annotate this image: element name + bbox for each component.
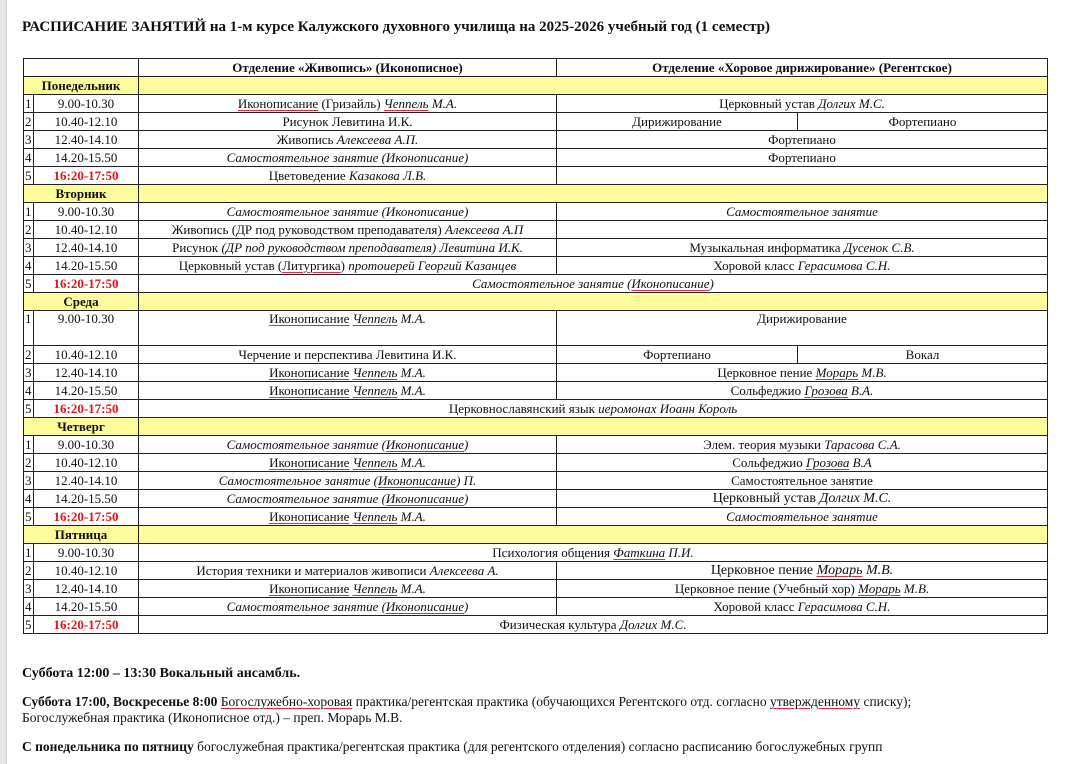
lesson-time: 12.40-14.10 bbox=[34, 131, 139, 149]
teacher-initials: М.А. bbox=[397, 454, 426, 470]
lesson-row bbox=[24, 167, 1048, 185]
lesson-time-evening: 16:20-17:50 bbox=[34, 508, 139, 526]
day-row-tuesday bbox=[24, 185, 1048, 203]
lesson-time-evening: 16:20-17:50 bbox=[34, 400, 139, 418]
joint-lesson bbox=[139, 400, 1048, 418]
subject: Церковнославянский язык bbox=[448, 400, 599, 416]
teacher: Грозова bbox=[804, 382, 848, 398]
subject: Сольфеджио bbox=[730, 382, 805, 398]
teacher-initials: М.А. bbox=[397, 364, 426, 380]
subject: Хоровой класс bbox=[713, 257, 798, 273]
lesson-time: 14.20-15.50 bbox=[34, 598, 139, 616]
teacher-initials: В.А. bbox=[847, 382, 874, 398]
lesson-number: 3 bbox=[25, 472, 32, 488]
lesson-number: 5 bbox=[25, 616, 32, 632]
lesson-number: 4 bbox=[25, 490, 32, 506]
subject: Самостоятельное занятие ( bbox=[226, 436, 386, 452]
day-name: Среда bbox=[24, 293, 139, 311]
lesson-row bbox=[24, 400, 1048, 418]
lesson-row bbox=[24, 311, 1048, 346]
note-weekend-days: Суббота 17:00, Воскресенье 8:00 bbox=[22, 694, 218, 709]
teacher-initials: М.А. bbox=[397, 311, 426, 326]
lesson-number: 4 bbox=[25, 257, 32, 273]
lesson-number: 5 bbox=[25, 508, 32, 524]
lesson-number: 1 bbox=[25, 203, 32, 219]
joint-lesson bbox=[139, 275, 1048, 293]
icon-dept-lesson bbox=[139, 311, 557, 346]
day-name: Вторник bbox=[24, 185, 139, 203]
lesson-time: 9.00-10.30 bbox=[34, 544, 139, 562]
subject: Иконописание bbox=[269, 382, 350, 398]
teacher: Чеппель bbox=[352, 508, 398, 524]
lesson-number: 1 bbox=[25, 544, 32, 560]
icon-dept-lesson bbox=[139, 490, 557, 508]
lesson-number: 5 bbox=[25, 167, 32, 183]
regent-dept-lesson bbox=[557, 598, 1048, 616]
lesson-row bbox=[24, 490, 1048, 508]
lesson-row bbox=[24, 149, 1048, 167]
icon-dept-lesson bbox=[139, 508, 557, 526]
teacher: Герасимова С.Н. bbox=[797, 598, 891, 614]
lesson-number: 1 bbox=[24, 311, 34, 346]
teacher: Герасимова С.Н. bbox=[797, 257, 891, 273]
note-weekdays-practice bbox=[22, 739, 882, 755]
teacher: (ДР под руководством преподавателя) Левитина И.К. bbox=[221, 239, 523, 255]
day-fill bbox=[139, 418, 1048, 436]
lesson-number: 2 bbox=[25, 221, 32, 237]
lesson-time: 12.40-14.10 bbox=[34, 472, 139, 490]
subject: Церковное пение bbox=[710, 562, 817, 578]
lesson-time: 9.00-10.30 bbox=[34, 436, 139, 454]
regent-dept-lesson bbox=[557, 95, 1048, 113]
subject: Физическая культура bbox=[499, 616, 620, 632]
teacher-initials: М.А. bbox=[397, 508, 426, 524]
lesson-number: 3 bbox=[25, 239, 32, 255]
header-row bbox=[24, 59, 1048, 77]
lesson-time: 12.40-14.10 bbox=[34, 580, 139, 598]
teacher-initials: М.В. bbox=[900, 580, 930, 596]
subject: Самостоятельное занятие ( bbox=[226, 490, 386, 506]
icon-dept-lesson bbox=[139, 257, 557, 275]
note-saturday-vocal: Суббота 12:00 – 13:30 Вокальный ансамбль. bbox=[22, 666, 301, 681]
lesson-row bbox=[24, 131, 1048, 149]
subject: Церковный устав bbox=[712, 490, 820, 506]
lesson-time: 14.20-15.50 bbox=[34, 382, 139, 400]
subject: Сольфеджио bbox=[732, 454, 807, 470]
lesson-row bbox=[24, 382, 1048, 400]
teacher: Чеппель bbox=[352, 364, 398, 380]
lesson-row bbox=[24, 257, 1048, 275]
icon-dept-lesson bbox=[139, 598, 557, 616]
note-weekend-practice bbox=[22, 694, 911, 726]
lesson-number: 5 bbox=[25, 400, 32, 416]
icon-dept-lesson: Черчение и перспектива Левитина И.К. bbox=[139, 346, 557, 364]
teacher-initials: П.И. bbox=[665, 544, 694, 560]
teacher-initials: М.А. bbox=[397, 382, 426, 398]
teacher: Казакова Л.В. bbox=[348, 167, 427, 183]
icon-dept-lesson bbox=[139, 454, 557, 472]
subject: Церковное пение (Учебный хор) bbox=[674, 580, 859, 596]
note-weekend-line2: Богослужебная практика (Иконописное отд.) – преп. Морарь М.В. bbox=[22, 710, 403, 725]
regent-dept-lesson-empty bbox=[557, 221, 1048, 239]
regent-dept-lesson-left: Дирижирование bbox=[557, 113, 798, 131]
lesson-number: 1 bbox=[25, 436, 32, 452]
day-name: Понедельник bbox=[24, 77, 139, 95]
icon-dept-lesson bbox=[139, 364, 557, 382]
regent-dept-lesson bbox=[557, 580, 1048, 598]
lesson-number: 2 bbox=[25, 562, 32, 578]
regent-dept-lesson bbox=[557, 364, 1048, 382]
day-fill bbox=[139, 77, 1048, 95]
note-weekdays-range: С понедельника по пятницу bbox=[22, 739, 194, 754]
lesson-number: 3 bbox=[25, 131, 32, 147]
lesson-row bbox=[24, 95, 1048, 113]
lesson-number: 3 bbox=[25, 580, 32, 596]
regent-dept-lesson bbox=[557, 382, 1048, 400]
teacher: Алексеева А.П bbox=[444, 221, 524, 237]
subject: Иконописание bbox=[237, 95, 319, 111]
joint-lesson bbox=[139, 616, 1048, 634]
lesson-time: 14.20-15.50 bbox=[34, 490, 139, 508]
lesson-number: 2 bbox=[25, 346, 32, 362]
teacher-initials: М.А. bbox=[397, 580, 426, 596]
icon-dept-lesson bbox=[139, 95, 557, 113]
subject: Рисунок bbox=[172, 239, 222, 255]
lesson-row bbox=[24, 580, 1048, 598]
teacher: Морарь bbox=[816, 562, 863, 578]
subject-detail-end: ) bbox=[340, 257, 349, 273]
lesson-row bbox=[24, 616, 1048, 634]
regent-dept-lesson bbox=[557, 436, 1048, 454]
day-fill bbox=[139, 185, 1048, 203]
teacher: Долгих М.С. bbox=[819, 490, 892, 506]
header-empty-cell bbox=[24, 59, 139, 77]
subject: Живопись (ДР под руководством преподавателя) bbox=[171, 221, 445, 237]
regent-dept-lesson: Самостоятельное занятие bbox=[557, 508, 1048, 526]
teacher: Фаткина bbox=[613, 544, 666, 560]
lesson-time: 14.20-15.50 bbox=[34, 149, 139, 167]
subject: Самостоятельное занятие ( bbox=[472, 275, 632, 291]
subject-detail-end: ) bbox=[464, 436, 469, 452]
regent-dept-lesson: Самостоятельное занятие bbox=[557, 472, 1048, 490]
day-row-friday bbox=[24, 526, 1048, 544]
day-row-wednesday bbox=[24, 293, 1048, 311]
teacher: Долгих М.С. bbox=[619, 616, 687, 632]
icon-dept-lesson: Самостоятельное занятие (Иконописание) bbox=[139, 149, 557, 167]
teacher-initials: В.А bbox=[849, 454, 872, 470]
note-weekend-text: практика/регентская практика (обучающихся Регентского отд. согласно bbox=[352, 694, 770, 709]
teacher: Чеппель bbox=[352, 454, 398, 470]
lesson-number: 4 bbox=[25, 382, 32, 398]
regent-dept-lesson bbox=[557, 562, 1048, 580]
lesson-time-evening: 16:20-17:50 bbox=[34, 275, 139, 293]
subject: Иконописание bbox=[269, 364, 350, 380]
subject: Самостоятельное занятие ( bbox=[218, 472, 378, 488]
teacher: Чеппель bbox=[352, 382, 398, 398]
icon-dept-lesson bbox=[139, 562, 557, 580]
subject: Цветоведение bbox=[268, 167, 349, 183]
regent-dept-lesson-right: Вокал bbox=[798, 346, 1048, 364]
lesson-row bbox=[24, 275, 1048, 293]
subject: Психология общения bbox=[492, 544, 614, 560]
lesson-row bbox=[24, 346, 1048, 364]
column-header-regent-dept: Отделение «Хоровое дирижирование» (Регентское) bbox=[557, 59, 1048, 77]
note-weekend-link: Богослужебно-хоровая bbox=[220, 694, 353, 709]
teacher-initials: М.В. bbox=[858, 364, 887, 380]
icon-dept-lesson bbox=[139, 382, 557, 400]
lesson-time: 12.40-14.10 bbox=[34, 239, 139, 257]
lesson-number: 4 bbox=[25, 149, 32, 165]
document-title: РАСПИСАНИЕ ЗАНЯТИЙ на 1-м курсе Калужского духовного училища на 2025-2026 учебный год (1 семестр) bbox=[22, 19, 770, 35]
teacher: Алексеева А. bbox=[429, 562, 499, 578]
lesson-row bbox=[24, 454, 1048, 472]
subject: Хоровой класс bbox=[713, 598, 798, 614]
lesson-row bbox=[24, 598, 1048, 616]
lesson-number: 2 bbox=[25, 113, 32, 129]
teacher: Долгих М.С. bbox=[818, 95, 885, 111]
regent-dept-lesson bbox=[557, 490, 1048, 508]
icon-dept-lesson bbox=[139, 239, 557, 257]
lesson-row bbox=[24, 239, 1048, 257]
day-fill bbox=[139, 526, 1048, 544]
day-name: Четверг bbox=[24, 418, 139, 436]
teacher: Тарасова С.А. bbox=[824, 436, 901, 452]
subject: История техники и материалов живописи bbox=[196, 562, 430, 578]
teacher: Дусенок С.В. bbox=[843, 239, 915, 255]
lesson-time: 10.40-12.10 bbox=[34, 454, 139, 472]
subject-detail-end: ) bbox=[464, 598, 469, 614]
subject-detail: Иконописание bbox=[631, 275, 710, 291]
subject: Иконописание bbox=[269, 454, 350, 470]
day-row-thursday bbox=[24, 418, 1048, 436]
schedule-table bbox=[23, 58, 1048, 634]
teacher-initials: М.А. bbox=[428, 95, 458, 111]
lesson-row bbox=[24, 562, 1048, 580]
lesson-row bbox=[24, 364, 1048, 382]
icon-dept-lesson: Самостоятельное занятие (Иконописание) bbox=[139, 203, 557, 221]
subject-detail: Иконописание bbox=[377, 472, 457, 488]
teacher: Чеппель bbox=[352, 311, 398, 326]
lesson-row bbox=[24, 436, 1048, 454]
subject-detail: Иконописание bbox=[385, 490, 464, 506]
subject: Музыкальная информатика bbox=[689, 239, 844, 255]
subject: Иконописание bbox=[269, 311, 350, 326]
subject-detail: Иконописание bbox=[385, 436, 464, 452]
regent-dept-lesson: Фортепиано bbox=[557, 149, 1048, 167]
lesson-number: 3 bbox=[25, 364, 32, 380]
lesson-time: 12.40-14.10 bbox=[34, 364, 139, 382]
subject: Иконописание bbox=[269, 580, 350, 596]
lesson-time-evening: 16:20-17:50 bbox=[34, 167, 139, 185]
lesson-number: 1 bbox=[25, 95, 32, 111]
lesson-time: 9.00-10.30 bbox=[34, 311, 139, 346]
regent-dept-lesson: Самостоятельное занятие bbox=[557, 203, 1048, 221]
icon-dept-lesson bbox=[139, 472, 557, 490]
day-fill bbox=[139, 293, 1048, 311]
note-weekdays-text: богослужебная практика/регентская практика (для регентского отделения) согласно расписанию богослужебных групп bbox=[193, 739, 883, 754]
regent-dept-lesson bbox=[557, 257, 1048, 275]
lesson-time: 10.40-12.10 bbox=[34, 346, 139, 364]
lesson-time: 9.00-10.30 bbox=[34, 203, 139, 221]
lesson-row bbox=[24, 544, 1048, 562]
icon-dept-lesson bbox=[139, 167, 557, 185]
lesson-time: 10.40-12.10 bbox=[34, 113, 139, 131]
lesson-row bbox=[24, 113, 1048, 131]
regent-dept-lesson bbox=[557, 239, 1048, 257]
subject: Церковное пение bbox=[717, 364, 816, 380]
teacher-initials: М.В. bbox=[862, 562, 894, 578]
lesson-number: 4 bbox=[25, 598, 32, 614]
joint-lesson bbox=[139, 544, 1048, 562]
subject-detail: Иконописание bbox=[385, 598, 464, 614]
subject-detail-end: ) П. bbox=[456, 472, 477, 488]
teacher: иеромонах Иоанн Король bbox=[598, 400, 738, 416]
regent-dept-lesson-empty bbox=[557, 167, 1048, 185]
regent-dept-lesson: Фортепиано bbox=[557, 131, 1048, 149]
lesson-row bbox=[24, 472, 1048, 490]
window-edge bbox=[0, 0, 7, 764]
subject: Элем. теория музыки bbox=[703, 436, 825, 452]
teacher: Морарь bbox=[858, 580, 901, 596]
subject: Иконописание bbox=[269, 508, 350, 524]
teacher: Морарь bbox=[815, 364, 859, 380]
subject: Церковный устав bbox=[719, 95, 819, 111]
icon-dept-lesson bbox=[139, 436, 557, 454]
lesson-time-evening: 16:20-17:50 bbox=[34, 616, 139, 634]
regent-dept-lesson bbox=[557, 454, 1048, 472]
regent-dept-lesson: Дирижирование bbox=[557, 311, 1048, 346]
lesson-time: 10.40-12.10 bbox=[34, 221, 139, 239]
icon-dept-lesson bbox=[139, 221, 557, 239]
icon-dept-lesson: Рисунок Левитина И.К. bbox=[139, 113, 557, 131]
lesson-row bbox=[24, 221, 1048, 239]
lesson-time: 10.40-12.10 bbox=[34, 562, 139, 580]
lesson-row bbox=[24, 508, 1048, 526]
lesson-row bbox=[24, 203, 1048, 221]
subject-detail: Литургика bbox=[282, 257, 341, 273]
note-weekend-underlined: утвержденному bbox=[769, 694, 861, 709]
teacher: Чеппель bbox=[383, 95, 429, 111]
teacher: Алексеева А.П. bbox=[336, 131, 419, 147]
subject: Церковный устав ( bbox=[178, 257, 283, 273]
lesson-number: 5 bbox=[25, 275, 32, 291]
icon-dept-lesson bbox=[139, 131, 557, 149]
teacher: протоиерей Георгий Казанцев bbox=[348, 257, 517, 273]
subject-detail-end: ) bbox=[709, 275, 714, 291]
subject: Живопись bbox=[276, 131, 337, 147]
subject-detail: (Гризайль) bbox=[318, 95, 384, 111]
day-name: Пятница bbox=[24, 526, 139, 544]
lesson-number: 2 bbox=[25, 454, 32, 470]
note-weekend-text-end: списку); bbox=[860, 694, 912, 709]
subject-detail-end: ) bbox=[464, 490, 469, 506]
column-header-icon-dept: Отделение «Живопись» (Иконописное) bbox=[139, 59, 557, 77]
icon-dept-lesson bbox=[139, 580, 557, 598]
regent-dept-lesson-left: Фортепиано bbox=[557, 346, 798, 364]
subject: Самостоятельное занятие ( bbox=[226, 598, 386, 614]
day-row-monday bbox=[24, 77, 1048, 95]
teacher: Чеппель bbox=[352, 580, 398, 596]
lesson-time: 14.20-15.50 bbox=[34, 257, 139, 275]
lesson-time: 9.00-10.30 bbox=[34, 95, 139, 113]
teacher: Грозова bbox=[806, 454, 850, 470]
regent-dept-lesson-right: Фортепиано bbox=[798, 113, 1048, 131]
